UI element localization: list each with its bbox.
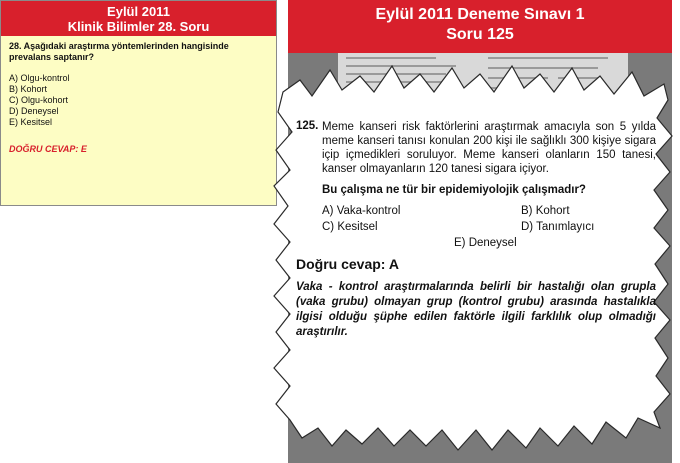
option-b: B) Kohort bbox=[521, 205, 570, 217]
option-a: A) Vaka-kontrol bbox=[322, 205, 401, 217]
option-d: D) Tanımlayıcı bbox=[521, 221, 595, 233]
left-header-line1: Eylül 2011 bbox=[107, 4, 170, 19]
left-option-b: B) Kohort bbox=[9, 84, 48, 94]
callout-content bbox=[296, 120, 656, 340]
question-block bbox=[296, 120, 656, 176]
slide-header-line2: Soru 125 bbox=[446, 26, 514, 43]
left-header-line2: Klinik Bilimler 28. Soru bbox=[67, 19, 210, 34]
question-text: Meme kanseri risk faktörlerini araştırmak amacıyla son 5 yılda meme kanseri tanısı konulan 200 kişi ile sağlıklı 300 kişiye sigara içip içmedikleri soruluyor. Meme kanseri olanların 150 tanesi, kanser olmayanların 120 tanesi sigara içiyor. bbox=[322, 121, 656, 175]
answer-options bbox=[296, 204, 656, 252]
left-question-text: 28. Aşağıdaki araştırma yöntemlerinden hangisinde prevalans saptanır? bbox=[9, 41, 229, 62]
left-answer-text: DOĞRU CEVAP: E bbox=[9, 144, 87, 154]
question-prompt: Bu çalışma ne tür bir epidemiyolojik çalışmadır? bbox=[322, 184, 586, 196]
left-option-a: A) Olgu-kontrol bbox=[9, 73, 70, 83]
question-number: 125. bbox=[296, 120, 319, 132]
option-c: C) Kesitsel bbox=[322, 221, 378, 233]
left-option-d: D) Deneysel bbox=[9, 106, 59, 116]
option-e: E) Deneysel bbox=[454, 237, 517, 249]
left-option-e: E) Kesitsel bbox=[9, 117, 53, 127]
correct-answer-title: Doğru cevap: A bbox=[296, 256, 399, 272]
slide-header-line1: Eylül 2011 Deneme Sınavı 1 bbox=[375, 6, 585, 23]
left-option-c: C) Olgu-kohort bbox=[9, 95, 69, 105]
answer-explanation: Vaka - kontrol araştırmalarında belirli bir hastalığı olan grupla (vaka grubu) olmayan grup (kontrol grubu) arasında hastalıkla ilgisi olduğu şüphe edilen faktörle ilgili farklılık olup olmadığı araştırılır. bbox=[296, 281, 656, 338]
